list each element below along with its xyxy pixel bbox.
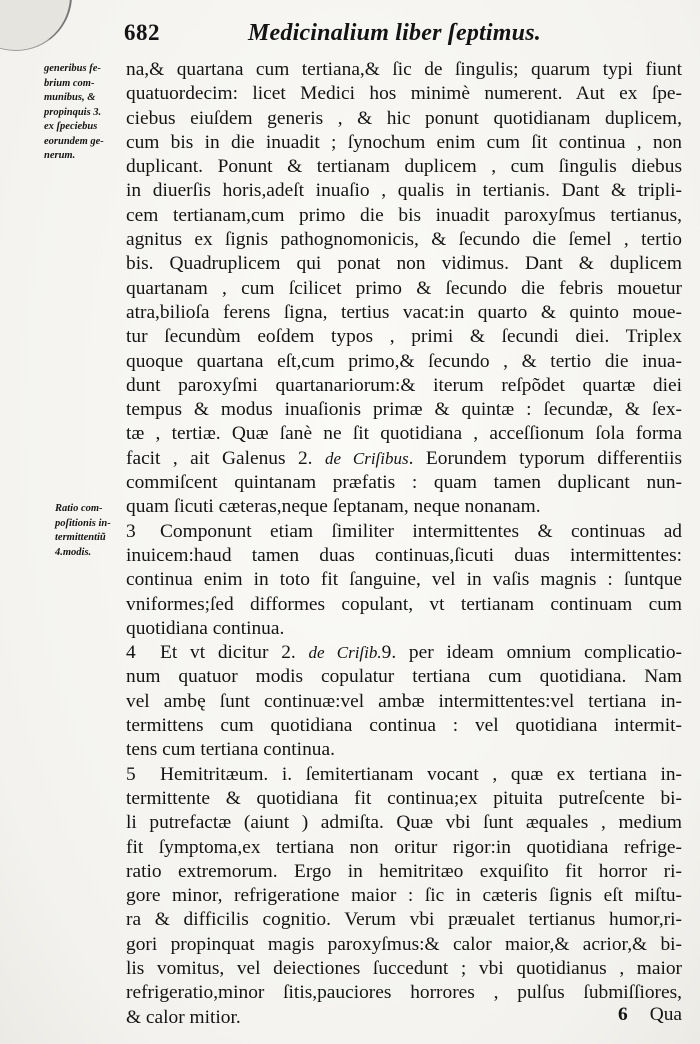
text-line (126, 617, 682, 641)
running-title: Medicinalium liber ſeptimus. (248, 20, 541, 46)
text-run: tens cum tertiana continua. (126, 739, 335, 761)
text-line (126, 179, 682, 203)
text-run: na,& quartana cum tertiana,& ſic de ſingulis; quarum typi fiunt (126, 59, 682, 80)
text-line (126, 544, 682, 568)
text-run: ra & difficilis cognitio. Verum vbi præualet tertianus humor,ri- (126, 909, 682, 931)
text-run: quoque quartana eſt,cum primo,& ſecundo , & tertio die inua- (126, 350, 682, 372)
text-run: duplicant. Ponunt & tertianam duplicem , cum ſingulis diebus (126, 156, 682, 178)
text-line (126, 471, 682, 495)
paragraph-number: 4 (126, 642, 136, 664)
text-line (126, 665, 682, 689)
text-run: quatuordecim: licet Medici hos minimè numerent. Aut ex ſpe- (126, 83, 682, 105)
margin-note-line: generibus fe- (44, 63, 101, 74)
paragraph-number: 5 (126, 763, 136, 785)
text-run: Et vt dicitur 2. (160, 642, 309, 664)
text-line (126, 836, 682, 860)
text-line (126, 957, 682, 981)
text-line (126, 568, 682, 592)
text-line (126, 495, 682, 519)
text-run: bis. Quadruplicem qui ponat non vidimus. Dant & duplicem (126, 253, 682, 275)
text-run: li putrefactæ (aiunt ) admiſta. Quæ vbi ſunt æquales , medium (126, 812, 682, 834)
text-line (126, 155, 682, 179)
text-line (126, 981, 682, 1005)
paragraph-number: 3 (126, 520, 136, 542)
text-run: inuicem:haud tamen duas continuas,ſicuti duas intermittentes: (126, 544, 682, 566)
text-run: vniformes;ſed difformes copulant, vt tertianam continuam cum (126, 593, 682, 615)
text-line (126, 374, 682, 398)
text-line (126, 58, 682, 82)
margin-note-line: brium com- (44, 77, 95, 89)
text-line (126, 325, 682, 349)
text-line (126, 82, 682, 106)
text-run: quam ſicuti cæteras,neque ſeptanam, neque nonanam. (126, 496, 541, 518)
text-run: Hemitritæum. i. ſemitertianam vocant , quæ ex tertiana in- (160, 763, 682, 785)
text-line (126, 714, 682, 738)
catchword-line (126, 1003, 682, 1027)
body-text (126, 58, 682, 1030)
text-run: vel ambę ſunt continuæ:vel ambæ intermittentes:vel tertiana in- (126, 690, 682, 712)
page-header (0, 18, 700, 52)
text-run: lis vomitus, vel deiectiones ſuccedunt ; vbi quotidianus , maior (126, 957, 682, 979)
text-run: ciebus eiuſdem generis , & hic ponunt quotidianam duplicem, (126, 107, 682, 129)
text-line (126, 228, 682, 252)
text-run: quartanam , cum ſcilicet primo & ſecundo die febris mouetur (126, 277, 682, 299)
text-line (126, 204, 682, 228)
text-line (126, 422, 682, 446)
text-line (126, 811, 682, 835)
text-line (126, 641, 682, 665)
text-line (126, 593, 682, 617)
text-run: & calor mitior. (126, 1006, 241, 1028)
text-run: num quatuor modis copulatur tertiana cum quotidiana. Nam (126, 666, 682, 688)
catchword: Qua (649, 1004, 682, 1025)
text-run: agnitus ex ſignis pathognomonicis, & ſecundo die ſemel , tertio (126, 229, 682, 251)
margin-note-line: eorundem ge- (44, 135, 104, 147)
text-line (126, 884, 682, 908)
text-run: gori propinquat magis paroxyſmus:& calor maior,& acrior,& bi- (126, 933, 682, 955)
margin-note-line: termittentiũ (55, 532, 106, 543)
margin-note-line: poſitionis in- (55, 517, 111, 529)
text-line (126, 131, 682, 155)
text-line (126, 350, 682, 374)
margin-note-line: Ratio com- (55, 503, 103, 514)
text-line (126, 763, 682, 787)
text-run: . Eorundem typorum differentiis (408, 447, 683, 469)
text-line (126, 908, 682, 932)
text-line (126, 787, 682, 811)
text-run: in diuerſis horis,adeſt inuaſio , qualis in tertianis. Dant & tripli- (126, 180, 682, 202)
text-line (126, 447, 682, 471)
text-run: facit , ait Galenus 2. (126, 447, 325, 469)
text-run: 9. per ideam omnium complicatio- (381, 642, 682, 664)
margin-note-line: ex ſpeciebus (44, 121, 98, 132)
text-run: Componunt etiam ſimiliter intermittentes & continuas ad (160, 520, 682, 542)
text-run: continua enim in toto fit ſanguine, vel in vaſis magnis : ſuntque (126, 569, 682, 591)
margin-note-line: propinquis 3. (44, 106, 102, 118)
text-line (126, 933, 682, 957)
text-run: tempus & modus inuaſionis primæ & quintæ : ſecundæ, & ſex- (126, 399, 682, 421)
text-run: gore minor, refrigeratione maior : ſic in cæteris ſignis eſt miſtu- (126, 885, 682, 907)
text-run: termittens cum quotidiana continua : vel quotidiana intermit- (126, 715, 682, 737)
margin-note-line: munibus, & (44, 92, 96, 103)
text-run: quotidiana continua. (126, 617, 285, 639)
text-line (126, 301, 682, 325)
text-run: ratio extremorum. Ergo in hemitritæo exquiſito fit horror ri- (126, 860, 682, 882)
text-run: dunt paroxyſmi quartanariorum:& iterum reſpõdet quartæ diei (126, 374, 682, 396)
text-run: tur ſecundùm eoſdem typos , primi & ſecundi diei. Triplex (126, 326, 682, 348)
margin-note-ratio (55, 502, 137, 560)
citation-italic: de Criſibus (324, 448, 409, 468)
text-line (126, 738, 682, 762)
text-run: tæ , tertiæ. Quæ ſanè ne ſit quotidiana , acceſſionum ſola forma (126, 423, 682, 445)
text-run: cum bis in die inuadit ; ſynochum enim cum ſit continua , non (126, 131, 682, 153)
text-line (126, 107, 682, 131)
text-line (126, 398, 682, 422)
text-line (126, 252, 682, 276)
text-run: refrigeratio,minor ſitis,pauciores horrores , pulſus ſubmiſſiores, (126, 982, 682, 1004)
text-line (126, 690, 682, 714)
text-run: commiſcent quintanam præfatis : quam tamen duplicant nun- (126, 472, 682, 494)
text-run: cem tertianam,cum primo die bis inuadit paroxyſmus tertianus, (126, 204, 682, 226)
text-run: fit ſymptoma,ex tertiana non oritur rigor:in quotidiana refrige- (126, 836, 682, 858)
margin-note-genera (44, 62, 126, 164)
text-line (126, 860, 682, 884)
text-run: termittente & quotidiana fit continua;ex pituita putreſcente bi- (126, 787, 682, 809)
margin-note-line: 4.modis. (55, 546, 92, 558)
paragraph-number: 6 (617, 1004, 628, 1025)
margin-note-line: nerum. (44, 150, 76, 161)
text-line (126, 520, 682, 544)
text-line (126, 277, 682, 301)
text-run: atra,bilioſa ferens ſigna, tertius vacat:in quarto & quinto moue- (126, 301, 682, 323)
citation-italic: de Criſib. (308, 643, 382, 663)
page-number: 682 (124, 20, 160, 45)
